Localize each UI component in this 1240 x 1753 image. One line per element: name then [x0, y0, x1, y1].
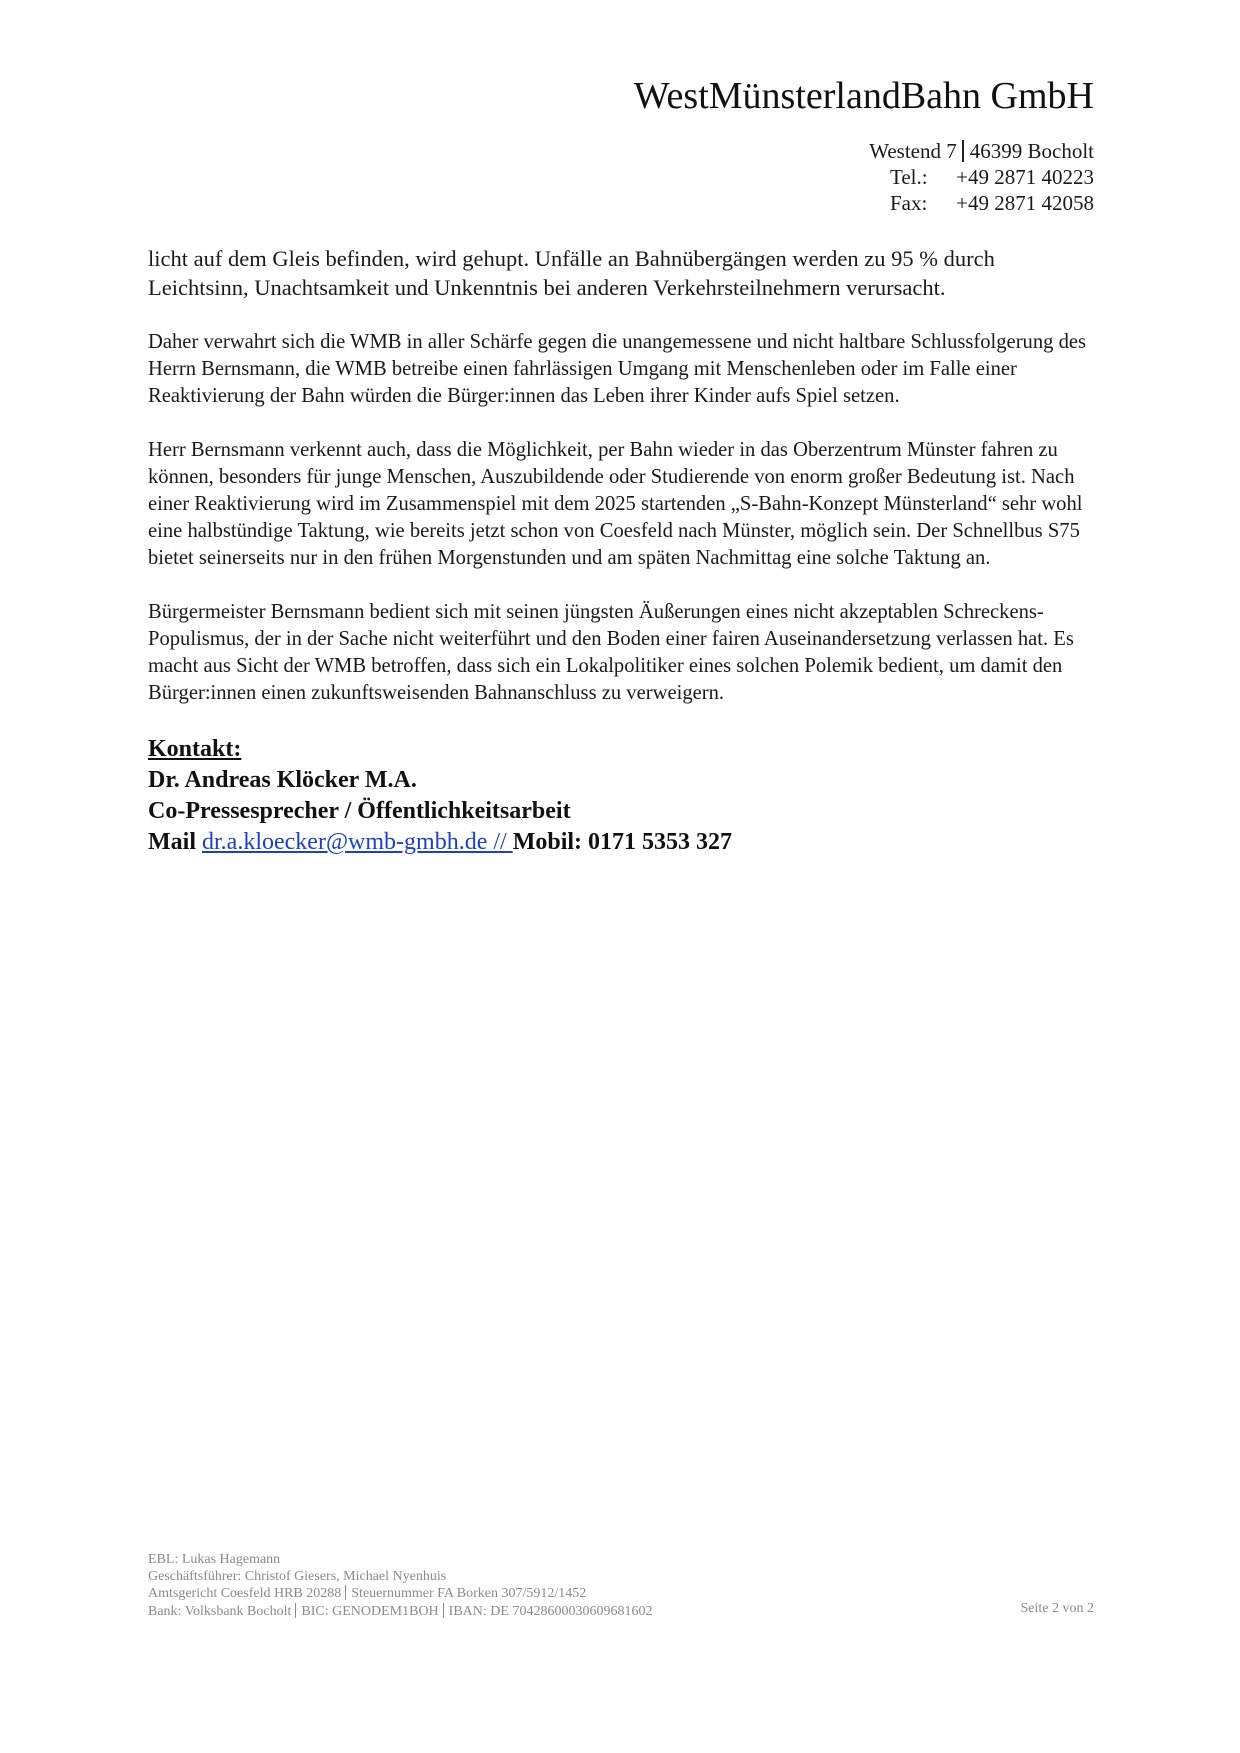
contact-block	[148, 734, 1098, 858]
fax-row	[869, 190, 1094, 216]
address-block	[869, 138, 1094, 216]
tel-row	[869, 164, 1094, 190]
separator-bar	[295, 1603, 296, 1618]
separator-bar	[345, 1585, 346, 1600]
footer-bank: Bank: Volksbank Bocholt	[148, 1603, 292, 1619]
paragraph-2: Daher verwahrt sich die WMB in aller Schärfe gegen die unangemessene und nicht haltbare Schlussfolgerung des Herrn Bernsmann, die WMB betreibe einen fahrlässigen Umgang mit Menschenleben oder im Falle einer Reaktivierung der Bahn würden die Bürger:innen das Leben ihrer Kinder aufs Spiel setzen.	[148, 331, 1087, 407]
paragraph-3: Herr Bernsmann verkennt auch, dass die Möglichkeit, per Bahn wieder in das Oberzentrum Münster fahren zu können, besonders für junge Menschen, Auszubildende oder Studierende von enorm großer Bedeutung ist. Nach einer Reaktivierung wird im Zusammenspiel mit dem 2025 startenden „S-Bahn-Konzept Münsterland“ sehr wohl eine halbstündige Taktung, wie bereits jetzt schon von Coesfeld nach Münster, möglich sein. Der Schnellbus S75 bietet seinerseits nur in den frühen Morgenstunden und am späten Nachmittag eine solche Taktung an.	[148, 439, 1083, 569]
footer-court: Amtsgericht Coesfeld HRB 20288	[148, 1586, 342, 1601]
city: 46399 Bocholt	[969, 139, 1094, 163]
contact-role: Co-Pressesprecher / Öffentlichkeitsarbeit	[148, 798, 571, 824]
tel-label: Tel.:	[890, 165, 928, 189]
footer-court-row	[148, 1585, 652, 1603]
separator-bar	[443, 1603, 444, 1618]
mobile-number: Mobil: 0171 5353 327	[512, 829, 733, 855]
footer-bank-row	[148, 1603, 652, 1621]
email-link[interactable]: dr.a.kloecker@wmb-gmbh.de //	[202, 829, 513, 855]
tel-value: +49 2871 40223	[956, 165, 1094, 189]
letter-body	[148, 244, 1098, 858]
mail-label: Mail	[148, 829, 196, 855]
footer-tax: Steuernummer FA Borken 307/5912/1452	[351, 1586, 587, 1601]
separator-bar	[962, 140, 964, 162]
contact-name: Dr. Andreas Klöcker M.A.	[148, 767, 417, 793]
page-number: Seite 2 von 2	[1020, 1601, 1094, 1616]
footer-bic: BIC: GENODEM1BOH	[301, 1603, 439, 1619]
contact-heading: Kontakt:	[148, 736, 242, 762]
footer-iban: IBAN: DE 70428600030609681602	[448, 1603, 653, 1619]
fax-label: Fax:	[890, 191, 928, 215]
footer-management: Geschäftsführer: Christof Giesers, Michael Nyenhuis	[148, 1568, 447, 1584]
paragraph-4: Bürgermeister Bernsmann bedient sich mit seinen jüngsten Äußerungen eines nicht akzeptablen Schreckens-Populismus, der in der Sache nicht weiterführt und den Boden einer fairen Auseinandersetzung verlassen hat. Es macht aus Sicht der WMB betroffen, dass sich ein Lokalpolitiker eines solchen Polemik bedient, um damit den Bürger:innen einen zukunftsweisenden Bahnanschluss zu verweigern.	[148, 601, 1074, 704]
paragraph-1: licht auf dem Gleis befinden, wird gehupt. Unfälle an Bahnübergängen werden zu 95 % durch Leichtsinn, Unachtsamkeit und Unkenntnis bei anderen Verkehrsteilnehmern verursacht.	[148, 246, 995, 300]
footer	[148, 1552, 652, 1620]
footer-ebl: EBL: Lukas Hagemann	[148, 1552, 281, 1567]
street: Westend 7	[869, 139, 957, 163]
fax-value: +49 2871 42058	[956, 191, 1094, 215]
contact-mail-row	[148, 827, 1098, 858]
street-row	[869, 138, 1094, 164]
company-name: WestMünsterlandBahn GmbH	[633, 75, 1094, 117]
